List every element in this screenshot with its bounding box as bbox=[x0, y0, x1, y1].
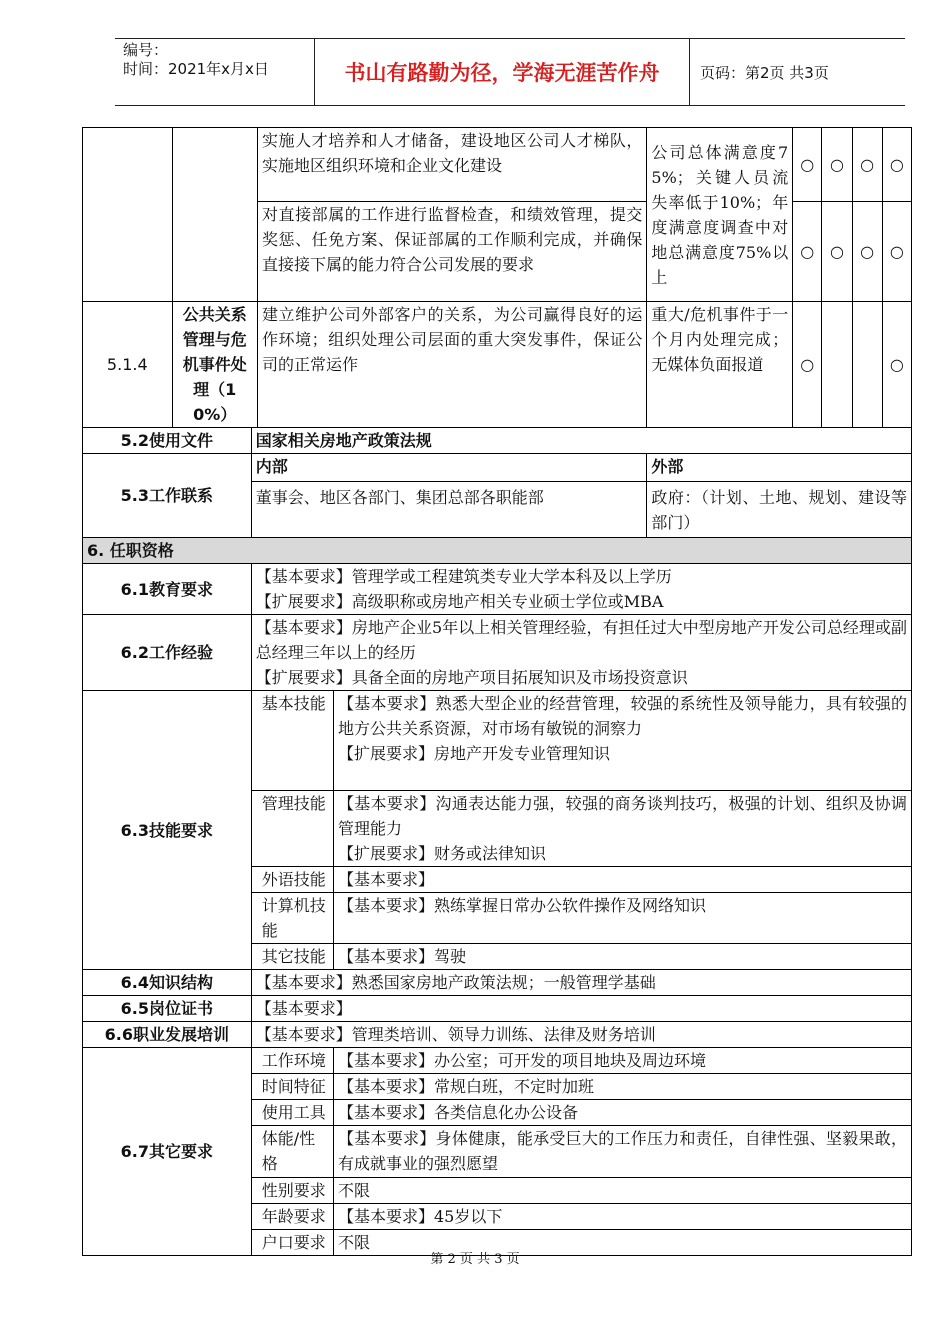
other-name: 性别要求 bbox=[251, 1178, 333, 1204]
code-cell: 5.1.4 bbox=[83, 302, 173, 428]
edu-basic: 【基本要求】管理学或工程建筑类专业大学本科及以上学历 bbox=[255, 567, 672, 586]
table-row bbox=[83, 996, 912, 1022]
skills-label: 6.3技能要求 bbox=[83, 691, 252, 970]
table-row bbox=[83, 538, 912, 564]
exp-ext: 【扩展要求】具备全面的房地产项目拓展知识及市场投资意识 bbox=[255, 668, 688, 687]
name-cell bbox=[172, 128, 257, 302]
edu-ext: 【扩展要求】高级职称或房地产相关专业硕士学位或MBA bbox=[255, 592, 664, 611]
other-value: 【基本要求】常规白班，不定时加班 bbox=[333, 1074, 911, 1100]
skill-value: 【基本要求】 bbox=[333, 867, 911, 893]
contacts-internal: 董事会、地区各部门、集团总部各职能部 bbox=[251, 482, 647, 538]
contacts-external: 政府：（计划、土地、规划、建设等部门） bbox=[647, 482, 912, 538]
table-row bbox=[83, 615, 912, 691]
skill-name: 其它技能 bbox=[251, 944, 333, 970]
table-row bbox=[83, 1022, 912, 1048]
mark: ○ bbox=[793, 302, 822, 428]
name-cell: 公共关系管理与危机事件处理（10%） bbox=[172, 302, 257, 428]
skill-name: 管理技能 bbox=[251, 791, 333, 867]
skill-mgmt-ext: 【扩展要求】财务或法律知识 bbox=[337, 844, 546, 863]
mark-empty bbox=[822, 302, 852, 428]
skill-basic-ext: 【扩展要求】房地产开发专业管理知识 bbox=[337, 744, 610, 763]
mark: ○ bbox=[852, 128, 882, 202]
standard-cell: 重大/危机事件于一个月内处理完成；无媒体负面报道 bbox=[647, 302, 793, 428]
knowledge-label: 6.4知识结构 bbox=[83, 970, 252, 996]
other-value: 不限 bbox=[333, 1178, 911, 1204]
table-row bbox=[83, 564, 912, 615]
skill-mgmt-req: 【基本要求】沟通表达能力强，较强的商务谈判技巧，极强的计划、组织及协调管理能力 bbox=[337, 794, 907, 838]
duty-cell: 对直接部属的工作进行监督检查，和绩效管理，提交奖惩、任免方案、保证部属的工作顺利完成，并确保直接接下属的能力符合公司发展的要求 bbox=[257, 202, 646, 302]
other-value: 【基本要求】身体健康，能承受巨大的工作压力和责任，自律性强、坚毅果敢，有成就事业的强烈愿望 bbox=[333, 1126, 911, 1178]
mark-empty bbox=[852, 302, 882, 428]
other-label: 6.7其它要求 bbox=[83, 1048, 252, 1256]
table-row bbox=[83, 454, 912, 482]
knowledge-value: 【基本要求】熟悉国家房地产政策法规；一般管理学基础 bbox=[251, 970, 911, 996]
mark: ○ bbox=[793, 128, 822, 202]
skill-name: 计算机技能 bbox=[251, 893, 333, 944]
table-row bbox=[83, 128, 912, 202]
mark: ○ bbox=[793, 202, 822, 302]
skill-basic-req: 【基本要求】熟悉大型企业的经营管理，较强的系统性及领导能力，具有较强的地方公共关系资源，对市场有敏锐的洞察力 bbox=[337, 694, 907, 738]
skill-name: 外语技能 bbox=[251, 867, 333, 893]
other-name: 户口要求 bbox=[251, 1230, 333, 1256]
code-cell bbox=[83, 128, 173, 302]
career-value: 【基本要求】管理类培训、领导力训练、法律及财务培训 bbox=[251, 1022, 911, 1048]
section-title: 6. 任职资格 bbox=[83, 538, 912, 564]
mark: ○ bbox=[852, 202, 882, 302]
duty-cell: 实施人才培养和人才储备，建设地区公司人才梯队，实施地区组织环境和企业文化建设 bbox=[257, 128, 646, 202]
contacts-label: 5.3工作联系 bbox=[83, 454, 252, 538]
contacts-internal-head: 内部 bbox=[251, 454, 647, 482]
table-row bbox=[83, 691, 912, 791]
other-value: 【基本要求】45岁以下 bbox=[333, 1204, 911, 1230]
contacts-external-head: 外部 bbox=[647, 454, 912, 482]
docs-value: 国家相关房地产政策法规 bbox=[251, 428, 911, 454]
duty-cell: 建立维护公司外部客户的关系，为公司赢得良好的运作环境；组织处理公司层面的重大突发事件，保证公司的正常运作 bbox=[257, 302, 646, 428]
exp-label: 6.2工作经验 bbox=[83, 615, 252, 691]
mark: ○ bbox=[882, 302, 911, 428]
exp-value bbox=[251, 615, 911, 691]
job-description-table bbox=[82, 127, 912, 1256]
exp-basic: 【基本要求】房地产企业5年以上相关管理经验，有担任过大中型房地产开发公司总经理或副总经理三年以上的经历 bbox=[255, 618, 907, 662]
mark: ○ bbox=[822, 202, 852, 302]
time-label: 时间：2021年x月x日 bbox=[123, 60, 269, 78]
edu-value bbox=[251, 564, 911, 615]
skill-name: 基本技能 bbox=[251, 691, 333, 791]
standard-cell: 公司总体满意度75%；关键人员流失率低于10%；年度满意度调查中对地总满意度75%以上 bbox=[647, 128, 793, 302]
table-row bbox=[83, 428, 912, 454]
cert-value: 【基本要求】 bbox=[251, 996, 911, 1022]
skill-value bbox=[333, 791, 911, 867]
skill-value: 【基本要求】驾驶 bbox=[333, 944, 911, 970]
other-name: 工作环境 bbox=[251, 1048, 333, 1074]
table-row bbox=[83, 1048, 912, 1074]
header-meta bbox=[115, 39, 315, 105]
career-label: 6.6职业发展培训 bbox=[83, 1022, 252, 1048]
table-row bbox=[83, 970, 912, 996]
cert-label: 6.5岗位证书 bbox=[83, 996, 252, 1022]
mark: ○ bbox=[882, 128, 911, 202]
edu-label: 6.1教育要求 bbox=[83, 564, 252, 615]
other-name: 年龄要求 bbox=[251, 1204, 333, 1230]
mark: ○ bbox=[822, 128, 852, 202]
other-value: 【基本要求】办公室；可开发的项目地块及周边环境 bbox=[333, 1048, 911, 1074]
page-header bbox=[115, 38, 905, 106]
mark: ○ bbox=[882, 202, 911, 302]
header-motto: 书山有路勤为径，学海无涯苦作舟 bbox=[315, 39, 690, 105]
other-value: 不限 bbox=[333, 1230, 911, 1256]
skill-value: 【基本要求】熟练掌握日常办公软件操作及网络知识 bbox=[333, 893, 911, 944]
other-name: 使用工具 bbox=[251, 1100, 333, 1126]
other-name: 时间特征 bbox=[251, 1074, 333, 1100]
number-label: 编号： bbox=[123, 41, 169, 59]
table-row bbox=[83, 302, 912, 428]
other-value: 【基本要求】各类信息化办公设备 bbox=[333, 1100, 911, 1126]
other-name: 体能/性格 bbox=[251, 1126, 333, 1178]
page-footer: 第 2 页 共 3 页 bbox=[430, 1252, 520, 1267]
header-page-label: 页码：第2页 共3页 bbox=[700, 64, 829, 82]
docs-label: 5.2使用文件 bbox=[83, 428, 252, 454]
skill-value bbox=[333, 691, 911, 791]
